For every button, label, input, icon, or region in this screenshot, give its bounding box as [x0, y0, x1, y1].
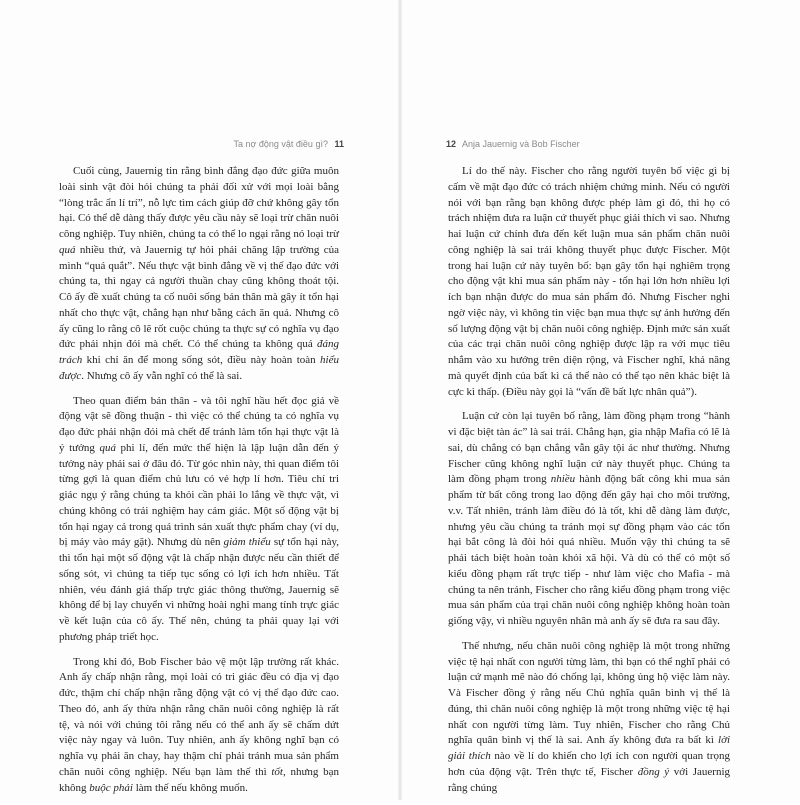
text-run: Cuối cùng, Jauernig tin rằng bình đẳng đạo đức giữa muôn loài sinh vật đòi hỏi chúng ta phải đối xử với mọi loài bằng “lòng trắc ẩn lí trí”, nỗ lực tìm cách giúp đỡ chứ không gây tổn hại. Có thể dễ dàng thấy được yêu cầu này sẽ loại trừ chăn nuôi công nghiệp. Tuy nhiên, chúng ta có thể lo ngại rằng nó loại trừ — [59, 165, 340, 240]
left-body-text — [59, 164, 339, 805]
text-run: Lí do thế này. Fischer cho rằng người tuyên bố việc gì bị cấm về mặt đạo đức có trách nhiệm chứng minh. Nếu có người nói với bạn rằng bạn không được phép làm gì đó, thì họ có trách nhiệm đưa ra luận cứ thuyết phục giải thích vì sao. Nhưng hai luận cứ chính đưa đến kết luận mua sản phẩm chăn nuôi công nghiệp là sai trái không thuyết phục được Fischer. Một trong hai luận cứ này tuyên bố: bạn gây tổn hại nghiêm trọng cho động vật khi mua sản phẩm này - tổn hại lớn hơn nhiều lợi ích bạn nhận được do mua sản phẩm đó. Nhưng Fischer nghi ngờ việc này, vì không tin việc bạn mua thực sự ảnh hưởng đến số lượng động vật bị chăn nuôi công nghiệp. Định mức sản xuất của các trại chăn nuôi công nghiệp được lập ra với mục tiêu nhắm vào xu hướng trên diện rộng, và Fischer nghĩ, khả năng mà quyết định của bất kì cá thể nào có thể tạo nên khác biệt là cực kì thấp. (Điều này gọi là “vấn đề bất lực nhân quả”). — [448, 165, 731, 398]
body-paragraph — [59, 655, 339, 797]
right-page-number: 12 — [446, 139, 457, 149]
emphasis-text: lời giải thích — [448, 734, 730, 762]
body-paragraph — [59, 164, 339, 385]
text-run: . Nhưng cô ấy vẫn nghĩ có thể là sai. — [81, 369, 243, 382]
emphasis-text: nhiều — [550, 473, 576, 486]
text-run: nhiều thứ, và Jauernig tự hỏi phải chăng lập trường của mình “quá quắt”. Nếu thực vật bình đẳng về vị thế đạo đức với chúng ta, thì ngay cả người thuần chay cũng không thoát tội. Cô ấy đề xuất chúng ta cố nuôi sống bản thân mà gây ít tổn hại nhất cho thực vật, chẳng hạn như bằng cách ăn quả. Nhưng cô ấy cũng lo rằng cô lẽ rốt cuộc chúng ta thực sự có nghĩa vụ đạo đức phải nhịn đói mà chết. Có thể chúng ta không quá — [59, 243, 339, 351]
text-run: làm thế nếu không muốn. — [132, 781, 248, 794]
body-paragraph — [448, 164, 730, 400]
left-running-header — [233, 139, 348, 149]
emphasis-text: quá — [99, 441, 116, 454]
emphasis-text: quá — [59, 243, 76, 256]
right-body-text — [448, 164, 730, 805]
emphasis-text: tốt — [271, 765, 283, 778]
right-page — [402, 0, 800, 800]
text-run: với Jauernig rằng chúng — [448, 765, 730, 794]
text-run: hành động bất công khi mua sản phẩm từ bất công trong lao động đến gây hại cho môi trường, v.v. Tất nhiên, tránh làm điều đó là tốt, khi dễ dàng làm được, nhưng yêu cầu chúng ta tránh mọi sự đồng phạm vào các tổn hại bắt công là đòi hỏi quá nhiều. Muốn vậy thì chúng ta sẽ phải tách biệt hoàn toàn khỏi xã hội. Và dù có thể có một số kiểu đồng phạm rất trực tiếp - như làm việc cho Mafia - mà chúng ta nên tránh, Fischer cho rằng kiểu đồng phạm trong việc mua sản phẩm của trại chăn nuôi công nghiệp không hoàn toàn giống vậy, vì nhiều nguyên nhân mà anh ấy sẽ đưa ra sau đây. — [448, 473, 730, 627]
emphasis-text: hiểu được — [59, 354, 339, 382]
emphasis-text: giảm thiểu — [223, 536, 271, 549]
emphasis-text: đáng trách — [59, 338, 339, 366]
left-header-title: Ta nợ động vật điều gì? — [233, 139, 328, 149]
text-run: Luận cứ còn lại tuyên bố rằng, làm đồng phạm trong “hành vi đặc biệt tàn ác” là sai trái. Chẳng hạn, gia nhập Mafia có lẽ là sai, dù chẳng có bạn chẳng vẫn gây tội ác như thường. Nhưng Fischer cũng không nghĩ luận cứ này thuyết phục. Chúng ta làm đồng phạm trong — [448, 410, 730, 486]
text-run: , nhưng bạn không — [59, 765, 339, 794]
right-running-header — [442, 139, 580, 149]
right-header-title: Anja Jauernig và Bob Fischer — [462, 139, 580, 149]
emphasis-text: buộc phải — [89, 781, 133, 794]
body-paragraph — [448, 409, 730, 630]
text-run: Trong khi đó, Bob Fischer bảo vệ một lập trường rất khác. Anh ấy chấp nhận rằng, mọi loài có tri giác đều có địa vị đạo đức, thậm chí chấp nhận rằng động vật có vị thế đạo đức cao. Theo đó, anh ấy thừa nhận rằng chăn nuôi công nghiệp là rất tệ, và nói với chúng tôi rằng nếu có thể anh ấy sẽ chấm dứt việc này ngay và luôn. Tuy nhiên, anh ấy không nghĩ bạn có nghĩa vụ phải ăn chay, hay thậm chí phải tránh mua sản phẩm chăn nuôi công nghiệp. Nếu bạn làm thế thì — [59, 655, 339, 778]
text-run: nào về lí do khiến cho lợi ích con người quan trọng hơn của động vật. Trên thực tế, Fischer — [448, 750, 730, 778]
text-run: Thế nhưng, nếu chăn nuôi công nghiệp là một trong những việc tệ hại nhất con người từng làm, thì bạn có thể nghĩ phải có luận cứ mạnh mẽ nào đó chống lại, không ủng hộ việc làm này. Và Fischer đồng ý rằng nếu Chủ nghĩa quân bình vị thế là đúng, thì chăn nuôi công nghiệp là một trong những việc tệ hại nhất con người từng làm. Tuy nhiên, Fischer cho rằng Chủ nghĩa quân bình vị thế là sai. Anh ấy không đưa ra bất kì — [448, 639, 730, 747]
text-run: khi chỉ ăn để mong sống sót, điều này hoàn toàn — [82, 354, 321, 366]
body-paragraph — [59, 394, 339, 646]
body-paragraph — [448, 639, 730, 797]
text-run: phi lí, đến mức thể hiện là lập luận dẫn đến ý tưởng này phải sai ở đâu đó. Từ góc nhìn này, thì quan điểm tôi từng gợi là quan điểm chủ lưu có vẻ hợp lí hơn. Tiêu chí tri giác ngụ ý rằng chúng ta khỏi cần phải lo lắng về thực vật, vì chúng không có trải nghiệm hay cảm giác. Một số động vật bị tổn hại ngay cả trong quá trình sản xuất thực phẩm chay (ví dụ, bị máy vào máy gặt). Nhưng dù nên — [59, 441, 339, 549]
text-run: Theo quan điểm bản thân - và tôi nghĩ hầu hết đọc giả về động vật sẽ đồng thuận - thì việc có thể chúng ta có nghĩa vụ đạo đức phải nhận đói mà chết để tránh làm tổn hại thực vật là ý tưởng — [59, 394, 339, 454]
text-run: sự tổn hại này, thì tổn hại một số động vật là chấp nhận được nếu cần thiết để sống sót, vì chúng ta tiếp tục sống có lợi ích hơn nhiều. Tất nhiên, véu đánh giá thấp trực giác thông thường, Jauernig sẽ không để bị lay chuyển vì những hoài nghi mang tính trực giác về kết luận của cô ấy. Thế nên, chúng ta phải quay lại với phương pháp triết học. — [59, 536, 339, 643]
left-page — [0, 0, 398, 800]
left-page-number: 11 — [334, 139, 344, 149]
emphasis-text: đồng ý — [637, 765, 670, 778]
